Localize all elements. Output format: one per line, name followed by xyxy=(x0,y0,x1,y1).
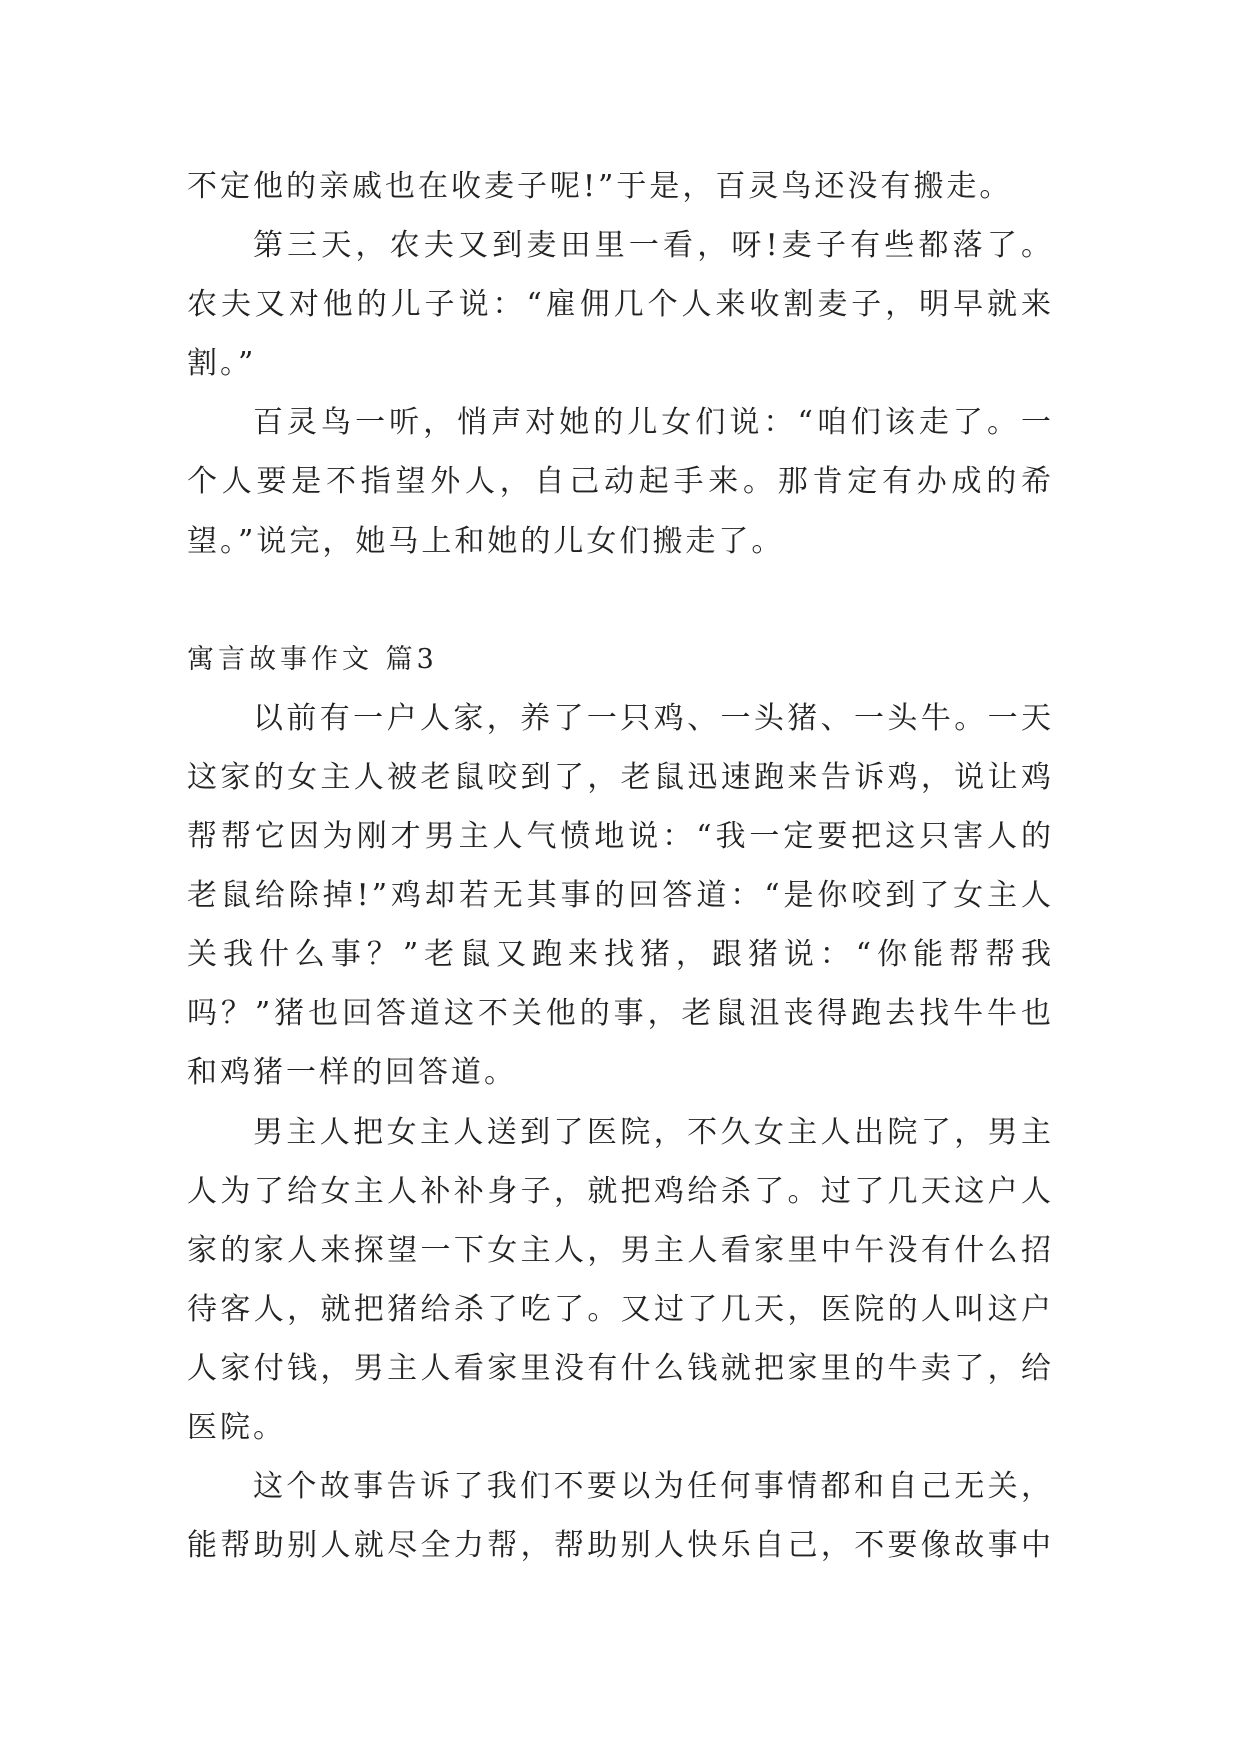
text-line: 不定他的亲戚也在收麦子呢!”于是，百灵鸟还没有搬走。 xyxy=(187,169,1013,204)
text-line: 个人要是不指望外人，自己动起手来。那肯定有办成的希 xyxy=(187,464,1054,500)
paragraph xyxy=(187,1457,1054,1575)
text-line: 家的家人来探望一下女主人，男主人看家里中午没有什么招 xyxy=(187,1232,1054,1268)
paragraph xyxy=(187,1103,1054,1458)
text-line: 割。” xyxy=(187,346,257,382)
text-line: 男主人把女主人送到了医院，不久女主人出院了，男主 xyxy=(253,1114,1054,1150)
paragraph xyxy=(187,393,1054,570)
paragraph xyxy=(187,157,1054,216)
text-line: 百灵鸟一听，悄声对她的儿女们说：“咱们该走了。一 xyxy=(253,405,1054,441)
blank-line xyxy=(187,571,1054,630)
text-line: 这家的女主人被老鼠咬到了，老鼠迅速跑来告诉鸡，说让鸡 xyxy=(187,759,1054,795)
paragraph xyxy=(187,689,1054,1103)
text-line: 待客人，就把猪给杀了吃了。又过了几天，医院的人叫这户 xyxy=(187,1291,1054,1327)
text-line: 吗？”猪也回答道这不关他的事，老鼠沮丧得跑去找牛牛也 xyxy=(187,996,1054,1032)
text-line: 人为了给女主人补补身子，就把鸡给杀了。过了几天这户人 xyxy=(187,1173,1054,1209)
text-line: 帮帮它因为刚才男主人气愤地说：“我一定要把这只害人的 xyxy=(187,819,1054,855)
section-heading: 寓言故事作文 篇3 xyxy=(187,643,438,675)
text-line: 农夫又对他的儿子说：“雇佣几个人来收割麦子，明早就来 xyxy=(187,287,1054,323)
document-page xyxy=(187,157,1054,1575)
paragraph xyxy=(187,216,1054,393)
text-line: 望。”说完，她马上和她的儿女们搬走了。 xyxy=(187,523,785,559)
text-line: 能帮助别人就尽全力帮，帮助别人快乐自己，不要像故事中 xyxy=(187,1528,1054,1564)
text-line: 医院。 xyxy=(187,1409,286,1445)
text-line: 关我什么事？”老鼠又跑来找猪，跟猪说：“你能帮帮我 xyxy=(187,937,1054,973)
text-line: 这个故事告诉了我们不要以为任何事情都和自己无关， xyxy=(253,1469,1054,1505)
text-line: 老鼠给除掉!”鸡却若无其事的回答道：“是你咬到了女主人 xyxy=(187,878,1054,914)
text-line: 人家付钱，男主人看家里没有什么钱就把家里的牛卖了，给 xyxy=(187,1350,1054,1386)
text-line: 以前有一户人家，养了一只鸡、一头猪、一头牛。一天 xyxy=(253,700,1054,736)
text-line: 和鸡猪一样的回答道。 xyxy=(187,1055,517,1091)
text-line: 第三天，农夫又到麦田里一看，呀!麦子有些都落了。 xyxy=(253,228,1054,264)
